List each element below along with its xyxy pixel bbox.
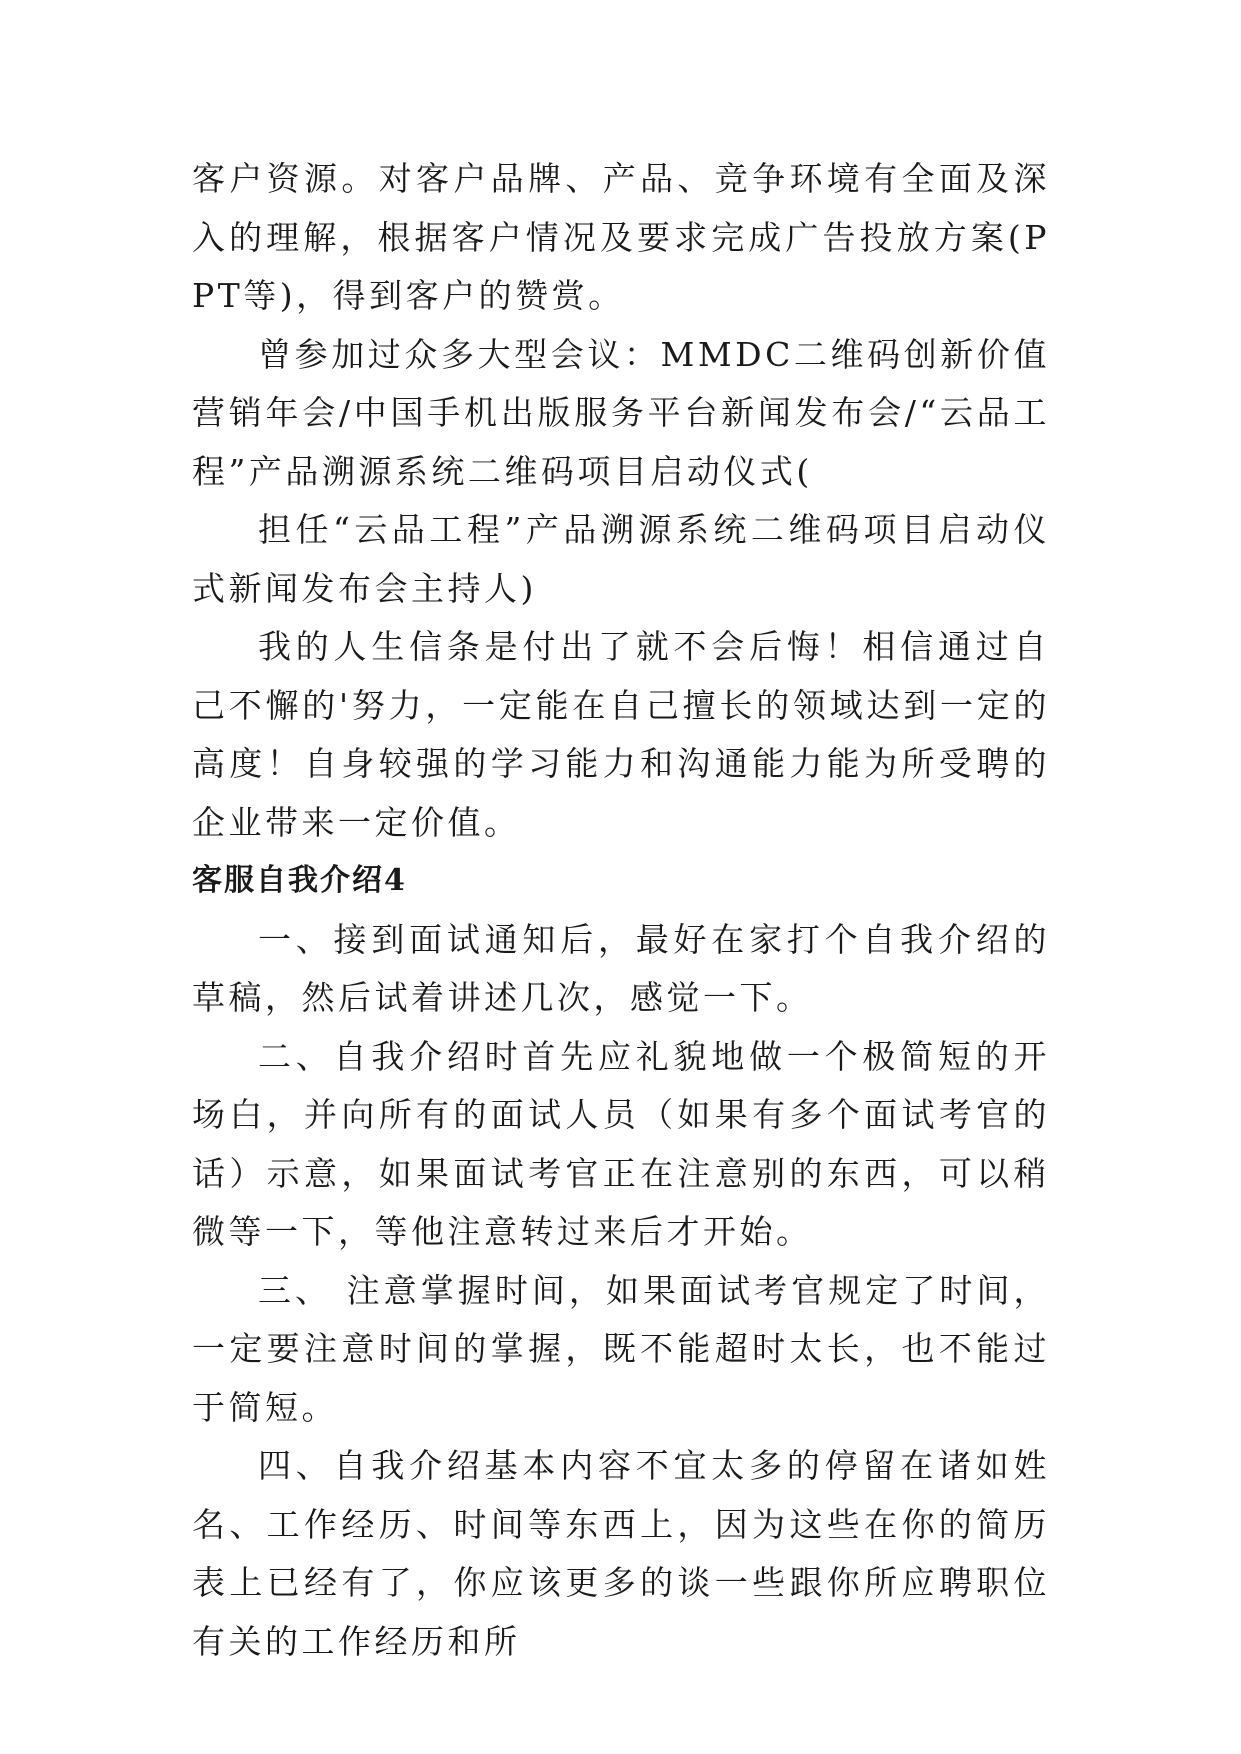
paragraph-client-resources: 客户资源。对客户品牌、产品、竞争环境有全面及深入的理解，根据客户情况及要求完成广告投放方案(PPT等)，得到客户的赞赏。 — [192, 159, 1050, 315]
paragraph-tip-1: 一、接到面试通知后，最好在家打个自我介绍的草稿，然后试着讲述几次，感觉一下。 — [192, 919, 1050, 1017]
paragraph-tip-3: 三、 注意掌握时间，如果面试考官规定了时间，一定要注意时间的掌握，既不能超时太长，也不能过于简短。 — [192, 1270, 1050, 1427]
document-page — [192, 150, 1050, 1671]
paragraph-tip-4: 四、自我介绍基本内容不宜太多的停留在诸如姓名、工作经历、时间等东西上，因为这些在你的简历表上已经有了，你应该更多的谈一些跟你所应聘职位有关的工作经历和所 — [192, 1446, 1050, 1661]
paragraph-tip-2: 二、自我介绍时首先应礼貌地做一个极简短的开场白，并向所有的面试人员（如果有多个面试考官的话）示意，如果面试考官正在注意别的东西，可以稍微等一下，等他注意转过来后才开始。 — [192, 1036, 1050, 1251]
paragraph-life-motto: 我的人生信条是付出了就不会后悔！相信通过自己不懈的'努力，一定能在自己擅长的领域达到一定的高度！自身较强的学习能力和沟通能力能为所受聘的企业带来一定价值。 — [192, 627, 1050, 842]
section-heading: 客服自我介绍4 — [192, 863, 407, 898]
paragraph-host-role: 担任“云品工程”产品溯源系统二维码项目启动仪式新闻发布会主持人) — [192, 510, 1050, 608]
paragraph-conferences: 曾参加过众多大型会议：MMDC二维码创新价值营销年会/中国手机出版服务平台新闻发布会/“云品工程”产品溯源系统二维码项目启动仪式( — [192, 334, 1050, 491]
